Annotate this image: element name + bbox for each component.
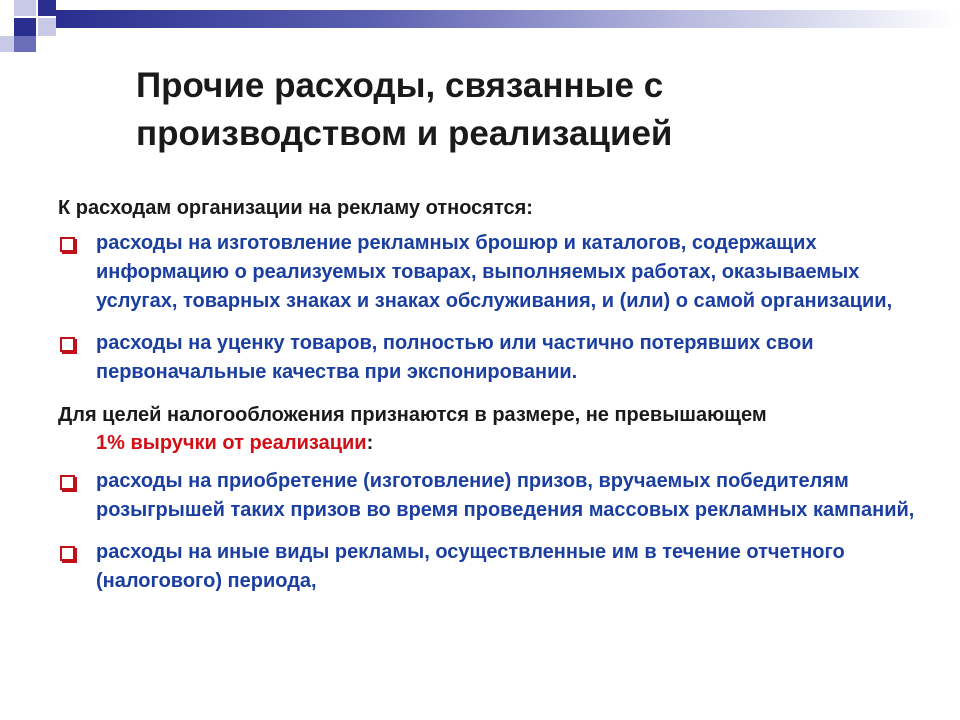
tax-intro-colon: : xyxy=(366,432,374,454)
square-bullet-icon xyxy=(60,337,75,352)
list-item-text: расходы на изготовление рекламных брошюр и каталогов, содержащих информацию о реализуемых товарах, выполняемых работах, оказываемых услугах, товарных знаках и знаках обслуживания, и (или) о самой организации, xyxy=(96,232,893,312)
list-item xyxy=(58,538,928,596)
tax-intro-part1: Для целей налогообложения признаются в размере, не превышающем xyxy=(58,404,767,426)
list-item xyxy=(58,467,928,525)
square-bullet-icon xyxy=(60,546,75,561)
square-bullet-icon xyxy=(60,237,75,252)
slide-title: Прочие расходы, связанные с производством и реализацией xyxy=(136,66,673,153)
revenue-limit-highlight: 1% выручки от реализации xyxy=(96,432,367,454)
decor-square xyxy=(38,18,56,36)
decor-square xyxy=(0,36,14,52)
tax-intro-text xyxy=(58,401,928,457)
list-item-text: расходы на иные виды рекламы, осуществленные им в течение отчетного (налогового) периода, xyxy=(96,541,845,592)
list-item-text: расходы на приобретение (изготовление) призов, вручаемых победителям розыгрышей таких призов во время проведения массовых рекламных кампаний, xyxy=(96,470,915,521)
tax-intro-line2 xyxy=(58,429,928,457)
decor-square xyxy=(14,18,36,36)
list-item xyxy=(58,229,928,316)
list-item xyxy=(58,329,928,387)
slide-content xyxy=(58,195,928,609)
square-bullet-icon xyxy=(60,475,75,490)
decor-square xyxy=(38,0,56,16)
list-item-text: расходы на уценку товаров, полностью или частично потерявших свои первоначальные качества при экспонировании. xyxy=(96,332,814,383)
decor-square xyxy=(14,36,36,52)
decor-square xyxy=(14,0,36,16)
intro-text: К расходам организации на рекламу относятся: xyxy=(58,197,533,219)
header-gradient-bar xyxy=(56,10,956,28)
